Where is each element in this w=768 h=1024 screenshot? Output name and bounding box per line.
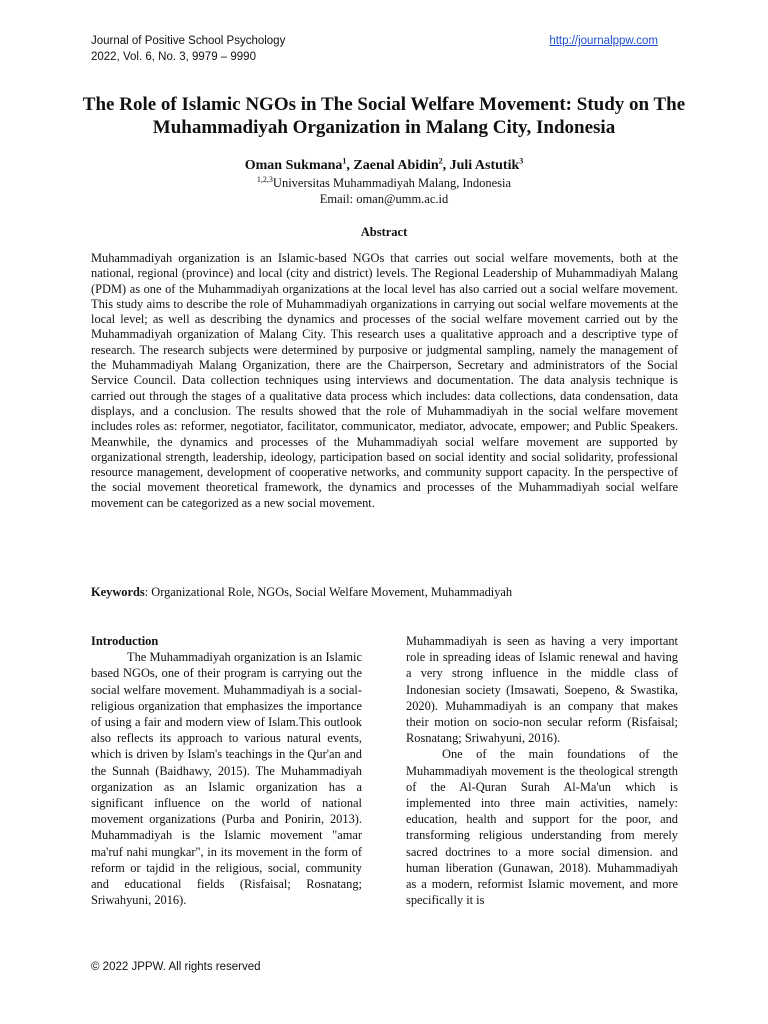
author-name: Oman Sukmana xyxy=(244,158,343,173)
author-separator: , xyxy=(346,158,354,173)
abstract-text: Muhammadiyah organization is an Islamic-based NGOs that carries out social welfare movements, both at the national, regional (province) and local (city and district) levels. The Regional Leadership of Muhammadiyah Malang (PDM) as one of the Muhammadiyah organizations at the local level has also carried out a social welfare movement. This study aims to describe the role of Muhammadiyah organizations in carrying out social welfare movements at the local level; as well as describing the dynamics and processes of the social welfare movement carried out by the Muhammadiyah organization of Malang City. This research uses a qualitative approach and a descriptive type of research. The research subjects were determined by purposive or judgmental sampling, namely the management of the Muhammadiyah Malang Organization, there are the Chairperson, Secretary and administrators of the Social Service Council. Data collection techniques using interviews and documentation. The data analysis technique is carried out through the stages of a qualitative data process which includes: data collections, data condensation, data displays, and a conclusion. The results showed that the role of Muhammadiyah in the social welfare movement includes roles as: reformer, negotiator, facilitator, communicator, mediator, advocate, empower; and Public Speakers. Meanwhile, the dynamics and processes of the Muhammadiyah social welfare movement are supported by organizational strength, leadership, ideology, participation based on social identity and social solidarity, professional resource management, development of cooperative networks, and community support capacity. In the perspective of the social movement theoretical framework, the dynamics and processes of the Muhammadiyah social welfare movement can be categorized as a new social movement. xyxy=(91,251,678,510)
body-paragraph: The Muhammadiyah organization is an Islamic based NGOs, one of their program is carrying out the social welfare movement. Muhammadiyah is a social-religious organization that emphasizes the importance of using a fair and modern view of Islam.This outlook also reflects its approach to various natural events, which is driven by Islam's teachings in the Qur'an and the Sunnah (Baidhawy, 2015). The Muhammadiyah organization as an Islamic organization has a significant influence on the world of national movement organizations (Purba and Ponirin, 2013). Muhammadiyah is the Islamic movement "amar ma'ruf nahi mungkar", in its movement in the form of reform or tajdid in the religious, social, community and educational fields (Risfaisal; Rosnatang; Sriwahyuni, 2016). xyxy=(91,650,362,908)
author-name: Zaenal Abidin xyxy=(353,158,439,173)
author-list xyxy=(80,157,688,174)
keywords xyxy=(91,585,678,600)
body-paragraph: One of the main foundations of the Muhammadiyah movement is the theological strength of the Al-Quran Surah Al-Ma'un which is implemented into three main activities, namely: education, health and support for the poor, and transforming religious understanding from merely sacred doctrines to a more social dimension. and human liberation (Gunawan, 2018). Muhammadiyah as a modern, reformist Islamic movement, and more specifically it is xyxy=(406,747,678,908)
body-column-right xyxy=(406,633,678,908)
running-header xyxy=(91,33,285,65)
paper-title: The Role of Islamic NGOs in The Social Welfare Movement: Study on The Muhammadiyah Organization in Malang City, Indonesia xyxy=(82,94,686,138)
copyright-footer: © 2022 JPPW. All rights reserved xyxy=(91,961,261,973)
author-affiliation-mark: 3 xyxy=(519,156,524,166)
corresponding-email: Email: oman@umm.ac.id xyxy=(319,192,449,206)
journal-url-link[interactable]: http://journalppw.com xyxy=(549,35,658,47)
issue-info: 2022, Vol. 6, No. 3, 9979 – 9990 xyxy=(91,51,256,63)
affiliation xyxy=(80,176,688,191)
body-paragraph: Muhammadiyah is seen as having a very important role in spreading ideas of Islamic renewal and having a very strong influence in the middle class of Indonesian society (Imsawati, Soepeno, & Swastika, 2020). Muhammadiyah is an company that makes their motion on socio-non secular reform (Risfaisal; Rosnatang; Sriwahyuni, 2016). xyxy=(406,634,678,746)
author-affiliation-mark: 2 xyxy=(438,156,443,166)
author-affiliation-mark: 1 xyxy=(342,156,347,166)
author-separator: , xyxy=(442,158,450,173)
keywords-label: Keywords xyxy=(91,585,145,599)
body-column-left xyxy=(91,633,362,908)
keywords-text: : Organizational Role, NGOs, Social Welfare Movement, Muhammadiyah xyxy=(144,585,513,599)
journal-name: Journal of Positive School Psychology xyxy=(91,35,286,47)
author-name: Juli Astutik xyxy=(449,158,520,173)
abstract-heading: Abstract xyxy=(360,225,408,239)
affiliation-text: Universitas Muhammadiyah Malang, Indonesia xyxy=(272,176,512,190)
section-heading-introduction: Introduction xyxy=(91,634,159,648)
affiliation-mark: 1,2,3 xyxy=(256,174,273,184)
